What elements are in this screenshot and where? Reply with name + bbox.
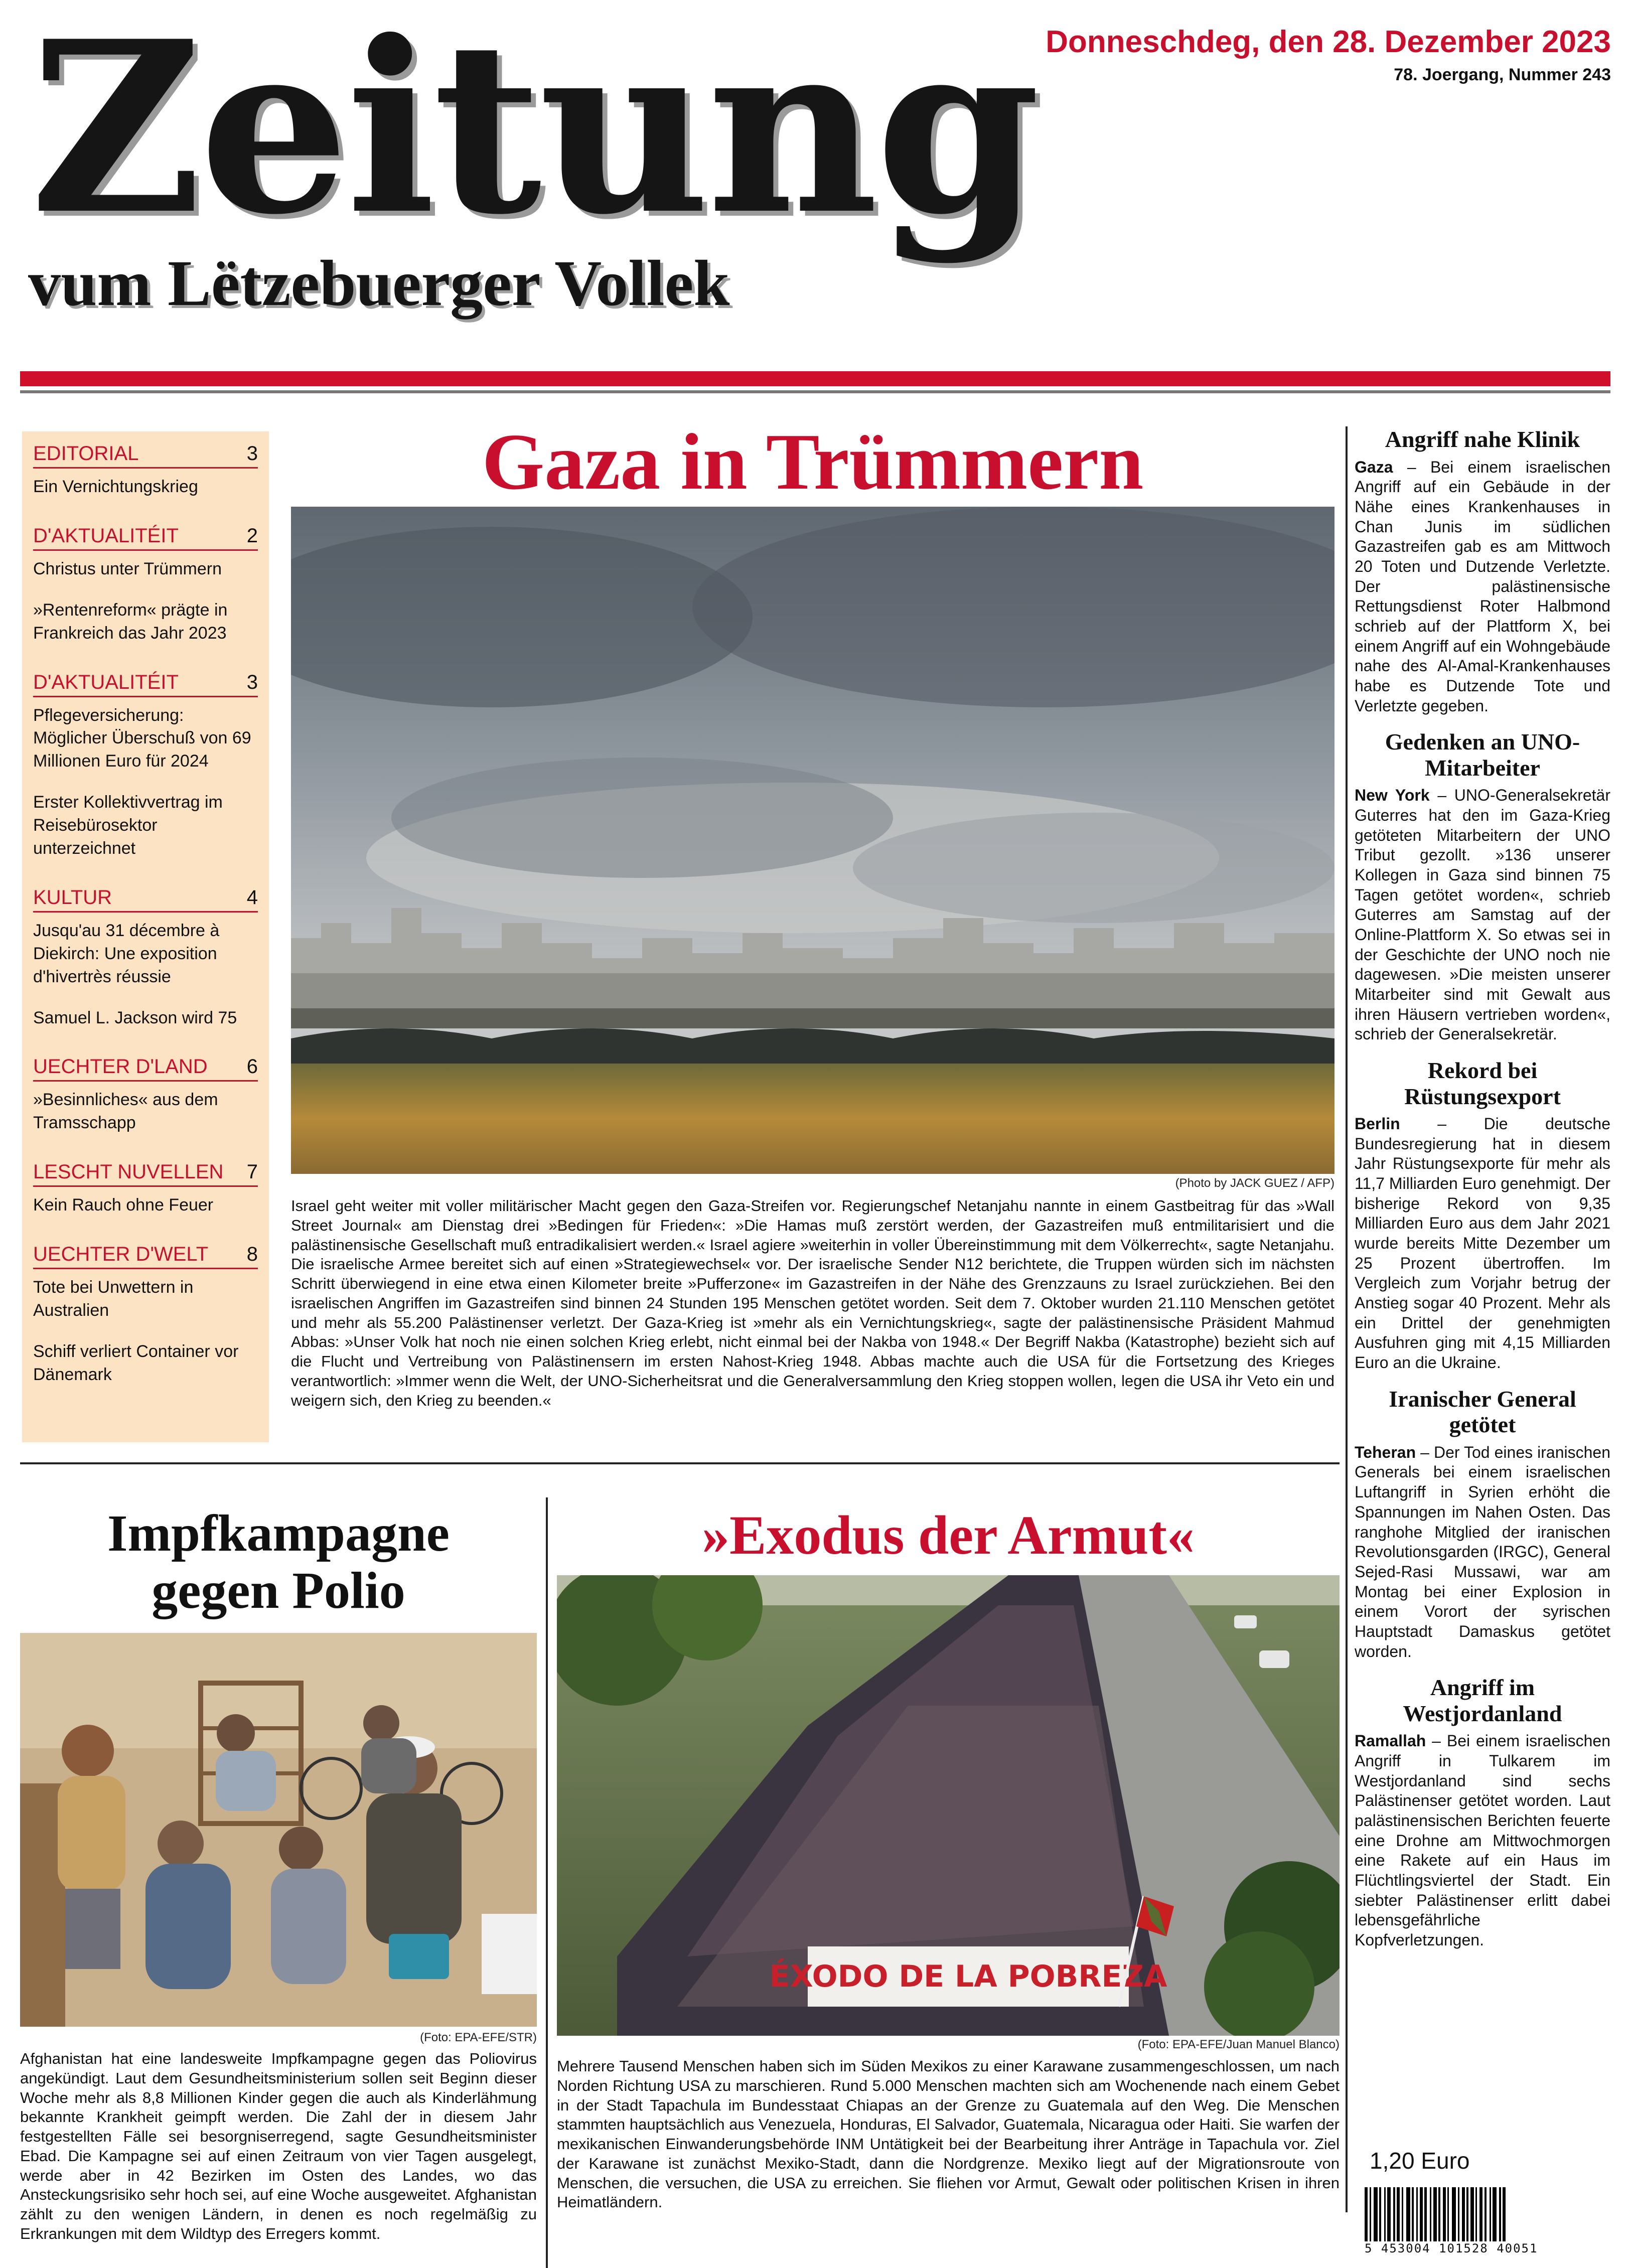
index-section-name: UECHTER D'LAND [33, 1055, 208, 1078]
issue-date: Donneschdeg, den 28. Dezember 2023 [1046, 25, 1611, 59]
masthead-title: Zeitung [30, 0, 1037, 266]
issue-number: 78. Joergang, Nummer 243 [1394, 65, 1611, 84]
index-item: Samuel L. Jackson wird 75 [33, 1008, 237, 1027]
barcode-bars [1365, 2187, 1605, 2241]
contents-index [22, 431, 269, 1442]
brief-dateline: Ramallah [1355, 1732, 1426, 1750]
brief-body: – Bei einem israelischen Angriff in Tulkarem im Westjordanland sind sechs Palästinenser getötet worden. Laut palästinensischen Berichten feuerte eine Drohne am Mittwochmorgen eine Rakete auf ein Haus im Flüchtlingsviertel der Stadt. Ein siebter Palästinenser erlitt dabei lebensgefährliche Kopfverletzungen. [1355, 1732, 1610, 1949]
brief-text [1355, 1443, 1610, 1661]
barcode-digits: 5 453004 101528 40051 [1365, 2241, 1538, 2255]
index-section-name: LESCHT NUVELLEN [33, 1161, 224, 1183]
index-section[interactable] [33, 671, 258, 860]
polio-headline-line: gegen Polio [152, 1562, 405, 1620]
exodus-headline[interactable]: »Exodus der Armut« [702, 1504, 1195, 1566]
index-item: Pflegeversicherung: Möglicher Überschuß von 69 Millionen Euro für 2024 [33, 705, 251, 771]
brief[interactable] [1355, 426, 1610, 716]
brief-title: Iranischer General getötet [1389, 1386, 1576, 1438]
polio-article-text: Afghanistan hat eine landesweite Impfkampagne gegen das Poliovirus angekündigt. Laut dem Gesundheitsministerium sollen seit Beginn dieser Woche mehr als 8,8 Millionen Kinder gegen die auch als Kinderlähmung bekannte Krankheit geimpft werden. Die Zahl der in diesem Jahr festgestellten Fälle sei besorgniserregend, sagte Gesundheitsminister Ebad. Die Kampagne sei auf einen Zeitraum von vier Tagen ausgelegt, werde aber in 42 Bezirken im Osten des Landes, wo das Ansteckungsrisiko sehr hoch sei, auf eine Woche ausgeweitet. Afghanistan zählt zu den wenigen Ländern, in denen es noch regelmäßig zu Erkrankungen mit dem Wildtyp des Erregers kommt. [20, 2050, 537, 2242]
index-section-name: KULTUR [33, 886, 112, 909]
brief-title: Gedenken an UNO-Mitarbeiter [1385, 729, 1580, 781]
polio-photo[interactable] [20, 1633, 537, 2027]
index-item: Jusqu'au 31 décembre à Diekirch: Une exposition d'hivertrès réussie [33, 921, 220, 986]
index-section[interactable] [33, 442, 258, 499]
brief-title: Angriff nahe Klinik [1385, 426, 1580, 452]
index-section[interactable] [33, 1161, 258, 1217]
index-section-name: D'AKTUALITÉIT [33, 524, 179, 547]
briefs-column-divider [1346, 426, 1348, 2212]
masthead-red-rule [20, 371, 1610, 386]
index-item: Erster Kollektivvertrag im Reisebürosektor unterzeichnet [33, 793, 223, 858]
index-page-number: 7 [246, 1161, 258, 1183]
section-divider [20, 1462, 1340, 1464]
exodus-photo-credit: (Foto: EPA-EFE/Juan Manuel Blanco) [1137, 2038, 1340, 2051]
brief[interactable] [1355, 1675, 1610, 1950]
index-section[interactable] [33, 1243, 258, 1387]
index-page-number: 3 [246, 671, 258, 693]
brief-text [1355, 786, 1610, 1044]
masthead-subtitle: vum Lëtzebuerger Vollek [28, 247, 730, 320]
exodus-article-text: Mehrere Tausend Menschen haben sich im Süden Mexikos zu einer Karawane zusammengeschlossen, um nach Norden Richtung USA zu marschieren. Rund 5.000 Menschen machten sich am Wochenende nach einem Gebet in der Stadt Tapachula im Bundesstaat Chiapas an der Grenze zu Guatemala auf den Weg. Die Menschen stammten hauptsächlich aus Venezuela, Honduras, El Salvador, Guatemala, Nicaragua oder Haiti. Sie warfen der mexikanischen Einwanderungsbehörde INM Untätigkeit bei der Bearbeitung ihrer Anträge in Tapachula vor. Ziel der Karawane ist zunächst Mexiko-Stadt, dann die Nordgrenze. Mexiko liegt auf der Migrationsroute von Menschen, die versuchen, die USA zu erreichen. Sie fliehen vor Armut, Gewalt oder politischen Krisen in ihren Heimatländern. [557, 2057, 1340, 2211]
brief-dateline: Gaza [1355, 458, 1393, 476]
brief-title: Rekord bei Rüstungsexport [1404, 1057, 1561, 1109]
polio-headline-line: Impfkampagne [107, 1504, 450, 1562]
column-divider [546, 1497, 548, 2268]
polio-headline[interactable] [20, 1505, 537, 1620]
brief-body: – UNO-Generalsekretär Guterres hat den im Gaza-Krieg getöteten Mitarbeitern der UNO Tribut gezollt. »136 unserer Kollegen in Gaza sind binnen 75 Tagen getötet worden«, schrieb Guterres am Samstag auf der Online-Plattform X. So etwas sei in der Geschichte der UNO noch nie dagewesen. »Die meisten unserer Mitarbeiter sind mit Gewalt aus ihren Häusern vertrieben worden«, schrieb der Generalsekretär. [1355, 786, 1610, 1043]
index-page-number: 6 [246, 1055, 258, 1078]
index-page-number: 8 [246, 1243, 258, 1266]
lead-photo-credit: (Photo by JACK GUEZ / AFP) [1175, 1176, 1335, 1190]
masthead-gray-rule [20, 390, 1610, 393]
brief-body: – Der Tod eines iranischen Generals bei einem israelischen Luftangriff in Syrien erhöht die Spannungen im Nahen Osten. Das ranghohe Mitglied der iranischen Revolutionsgarden (IRGC), General Sejed-Rasi Mussawi, war am Montag bei einer Explosion in einem Vorort der syrischen Hauptstadt Damaskus getötet worden. [1355, 1443, 1610, 1660]
cover-price: 1,20 Euro [1370, 2148, 1470, 2174]
index-section-name: EDITORIAL [33, 442, 139, 465]
index-page-number: 2 [246, 524, 258, 547]
index-item: Schiff verliert Container vor Dänemark [33, 1341, 239, 1384]
brief-title: Angriff im Westjordanland [1403, 1675, 1562, 1726]
index-item: »Rentenreform« prägte in Frankreich das Jahr 2023 [33, 600, 228, 643]
index-section-name: D'AKTUALITÉIT [33, 671, 179, 693]
brief-text [1355, 458, 1610, 716]
index-item: Christus unter Trümmern [33, 559, 222, 578]
lead-headline[interactable]: Gaza in Trümmern [482, 417, 1144, 506]
index-section-name: UECHTER D'WELT [33, 1243, 209, 1266]
brief-text [1355, 1731, 1610, 1950]
index-section[interactable] [33, 1055, 258, 1135]
migrant-caravan-photo [557, 1575, 1340, 2036]
gaza-rubble-photo [291, 507, 1335, 1174]
index-page-number: 3 [246, 442, 258, 465]
exodus-photo[interactable] [557, 1575, 1340, 2036]
polio-vaccination-photo [20, 1633, 537, 2027]
brief-text [1355, 1114, 1610, 1373]
index-item: Tote bei Unwettern in Australien [33, 1278, 194, 1320]
index-item: Ein Vernichtungskrieg [33, 477, 198, 496]
lead-photo[interactable] [291, 507, 1335, 1174]
caravan-banner-text: ÉXODO DE LA POBREZA [769, 1959, 1167, 1994]
polio-photo-credit: (Foto: EPA-EFE/STR) [420, 2031, 537, 2044]
index-section[interactable] [33, 525, 258, 645]
index-section[interactable] [33, 886, 258, 1030]
brief[interactable] [1355, 1057, 1610, 1373]
brief[interactable] [1355, 1386, 1610, 1661]
brief-dateline: Berlin [1355, 1115, 1400, 1133]
index-item: »Besinnliches« aus dem Tramsschapp [33, 1090, 218, 1133]
brief-body: – Bei einem israelischen Angriff auf ein Gebäude in der Nähe eines Krankenhauses in Chan Junis im südlichen Gazastreifen gab es am Mittwoch 20 Toten und Dutzende Verletzte. Der palästinensische Rettungsdienst Roter Halbmond schrieb auf der Plattform X, bei einem Angriff auf ein Wohngebäude nahe des Al-Amal-Krankenhauses habe es Dutzende Tote und Verletzte gegeben. [1355, 458, 1610, 715]
index-item: Kein Rauch ohne Feuer [33, 1195, 214, 1215]
brief-dateline: Teheran [1355, 1443, 1416, 1461]
index-page-number: 4 [246, 886, 258, 909]
brief-dateline: New York [1355, 786, 1430, 805]
news-briefs-column [1355, 426, 1610, 1963]
brief[interactable] [1355, 729, 1610, 1044]
lead-article-text: Israel geht weiter mit voller militärischer Macht gegen den Gaza-Streifen vor. Regierungschef Netanjahu nannte in einem Gastbeitrag für das »Wall Street Journal« am Dienstag drei »Bedingen für Frieden«: »Die Hamas muß zerstört werden, der Gazastreifen muß entmilitarisiert und die palästinensische Gesellschaft muß entradikalisiert werden.« Israel agiere »weiterhin in voller Übereinstimmung mit dem Völkerrecht«, sagte Netanjahu. Die israelische Armee bereitet sich auf einen »Strategiewechsel« vor. Der israelische Sender N12 berichtete, die Truppen würden sich im nächsten Schritt überwiegend in eine etwa einen Kilometer breite »Pufferzone« im Gazastreifen in der Nähe des Grenzzauns zu Israel zurückziehen. Bei den israelischen Angriffen im Gazastreifen sind binnen 24 Stunden 195 Menschen getötet worden. Seit dem 7. Oktober wurden 21.110 Menschen getötet und mehr als 55.200 Palästinenser verletzt. Der Gaza-Krieg ist »mehr als ein Vernichtungskrieg«, sagte der palästinensische Präsident Mahmud Abbas: »Unser Volk hat noch nie einen solchen Krieg erlebt, nicht einmal bei der Nakba von 1948.« Der Begriff Nakba (Katastrophe) bezieht sich auf die Flucht und Vertreibung von Palästinensern im ersten Nahost-Krieg 1948. Abbas machte auch die USA für die Fortsetzung des Krieges verantwortlich: »Immer wenn die Welt, der UNO-Sicherheitsrat und die Generalversammlung den Krieg stoppen wollen, legen die USA ihr Veto ein und weigern sich, den Krieg zu beenden.« [291, 1197, 1335, 1409]
barcode [1365, 2187, 1605, 2257]
brief-body: – Die deutsche Bundesregierung hat in diesem Jahr Rüstungsexporte für mehr als 11,7 Milliarden Euro genehmigt. Der bisherige Rekord von 9,35 Milliarden Euro aus dem Jahr 2021 wurde bereits Mitte Dezember um 25 Prozent übertroffen. Im Vergleich zum Vorjahr betrug der Anstieg sogar 40 Prozent. Mehr als ein Drittel der genehmigten Ausfuhren ging mit 4,15 Milliarden Euro an die Ukraine. [1355, 1115, 1610, 1372]
